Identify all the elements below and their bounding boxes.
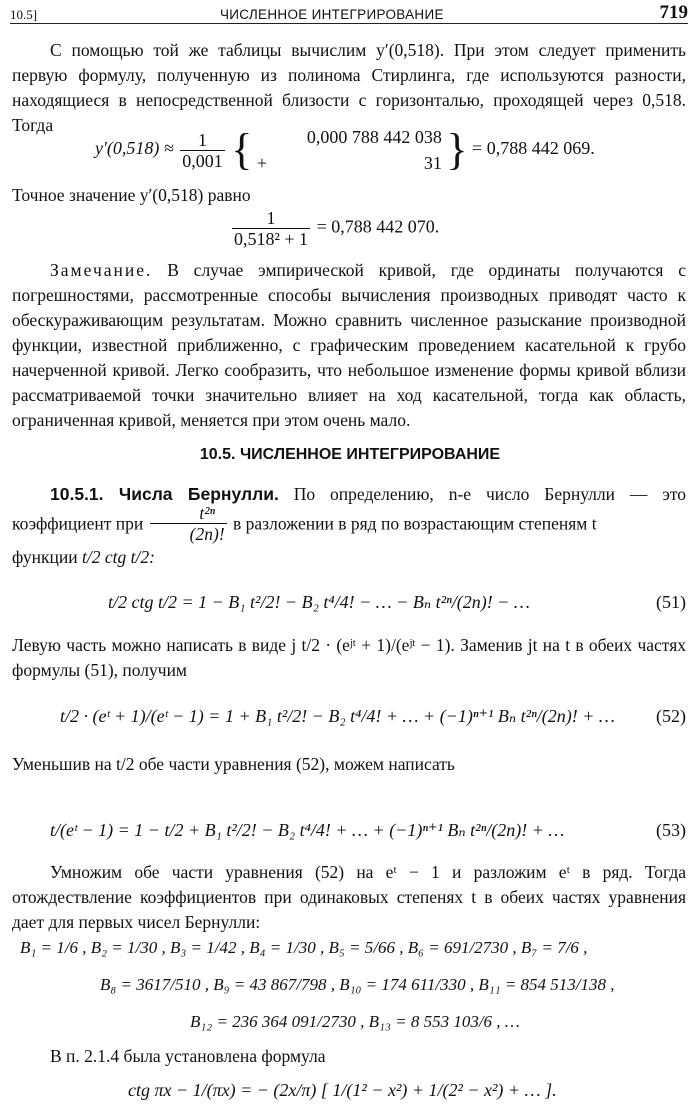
paragraph-function: функции t/2 ctg t/2: — [12, 547, 155, 567]
equation-51: t/2 ctg t/2 = 1 − B₁ t²/2! − B₂ t⁴/4! − … − Bₙ t²ⁿ/(2n)! − … — [108, 592, 530, 612]
page-number: 719 — [659, 2, 688, 23]
equation-derivative-estimate — [95, 124, 595, 176]
remark-paragraph — [12, 258, 686, 433]
equation-cotangent-series: ctg πx − 1/(πx) = − (2x/π) [ 1/(1² − x²) + 1/(2² − x²) + … ]. — [128, 1080, 557, 1100]
eq1-plus: + — [256, 153, 268, 173]
equation-exact-value: $\frac{1}{\text{0,518² + 1}}$ = 0,788 442 070. — [234, 208, 440, 249]
paragraph-rewrite: Левую часть можно написать в виде j t/2 · (eʲᵗ + 1)/(eʲᵗ − 1). Заменив jt на t в обеих частях формулы (51), получим — [12, 635, 686, 680]
header-rule — [10, 23, 688, 24]
left-brace: { — [231, 125, 253, 174]
eq1-rhs: = 0,788 442 069. — [472, 138, 595, 159]
equation-number-53: (53) — [656, 820, 686, 840]
bernoulli-values-row-2: B₈ = 3617/510 , B₉ = 43 867/798 , B₁₀ = 174 611/330 , B₁₁ = 854 513/138 , — [100, 975, 615, 994]
equation-53: t/(eᵗ − 1) = 1 − t/2 + B₁ t²/2! − B₂ t⁴/4! + … + (−1)ⁿ⁺¹ Bₙ t²ⁿ/(2n)! + … — [50, 820, 565, 840]
eq1-top: 0,000 788 442 038 — [306, 127, 442, 147]
equation-number-51: (51) — [656, 592, 686, 612]
eq1-fraction: $\frac{1}{0,001}$ — [182, 129, 223, 171]
paragraph-bernoulli-definition: 10.5.1. Числа Бернулли. По определению, n-е число Бернулли — это коэффициент при $\frac{\text{t²ⁿ}}{(2n)!}$ в разложении в ряд по возрастающим степеням t — [12, 484, 686, 544]
paragraph-intro: С помощью той же таблицы вычислим y′(0,518). При этом следует применить первую формулу, полученную из полинома Стирлинга, где используются разности, находящиеся в непосредственной близости с горизонталью, проходящей через 0,518. Тогда — [12, 40, 686, 135]
section-title: 10.5. ЧИСЛЕННОЕ ИНТЕГРИРОВАНИЕ — [199, 446, 501, 463]
paragraph-subtract: Уменьшив на t/2 обе части уравнения (52), можем написать — [12, 754, 455, 774]
equation-52: t/2 · (eᵗ + 1)/(eᵗ − 1) = 1 + B₁ t²/2! − B₂ t⁴/4! + … + (−1)ⁿ⁺¹ Bₙ t²ⁿ/(2n)! + … — [60, 706, 615, 726]
paragraph-exact-value: Точное значение y′(0,518) равно — [12, 185, 251, 205]
eq1-bottom: 31 — [423, 153, 442, 173]
remark-text: В случае эмпирической кривой, где ординаты получаются с погрешностями, рассмотренные способы вычисления производных приводят часто к обескураживающим результатам. Можно сравнить численное разыскание производной функции, известной приближенно, с графическим проведением касательной к грубо начерченной кривой. Легко сообразить, что небольшое изменение формы кривой вблизи рассматриваемой точки значительно влияет на ход касательной, тогда как область, ограниченная кривой, меняется при этом очень мало. — [12, 260, 686, 430]
bernoulli-values-row-1: B₁ = 1/6 , B₂ = 1/30 , B₃ = 1/42 , B₄ = 1/30 , B₅ = 5/66 , B₆ = 691/2730 , B₇ = 7/6 , — [20, 938, 588, 957]
header-running-title: ЧИСЛЕННОЕ ИНТЕГРИРОВАНИЕ — [220, 7, 444, 22]
equation-number-52: (52) — [656, 706, 686, 726]
right-brace: } — [446, 125, 468, 174]
eq1-bottom-row — [257, 150, 442, 176]
paragraph-reference: В п. 2.1.4 была установлена формула — [50, 1046, 326, 1066]
paragraph-multiply: Умножим обе части уравнения (52) на eᵗ − 1 и разложим eᵗ в ряд. Тогда отождествление коэффициентов при одинаковых степенях t в обеих частях уравнения дает для первых чисел Бернулли: — [12, 862, 686, 932]
subsection-title: 10.5.1. Числа Бернулли. — [50, 484, 279, 504]
eq1-stack — [257, 124, 442, 176]
remark-label: Замечание. — [50, 260, 153, 280]
eq1-lhs: y′(0,518) ≈ — [95, 138, 174, 159]
bernoulli-values-row-3: B₁₂ = 236 364 091/2730 , B₁₃ = 8 553 103/6 , … — [190, 1012, 520, 1031]
header-section-ref: 10.5] — [10, 7, 38, 22]
running-header — [10, 2, 688, 24]
